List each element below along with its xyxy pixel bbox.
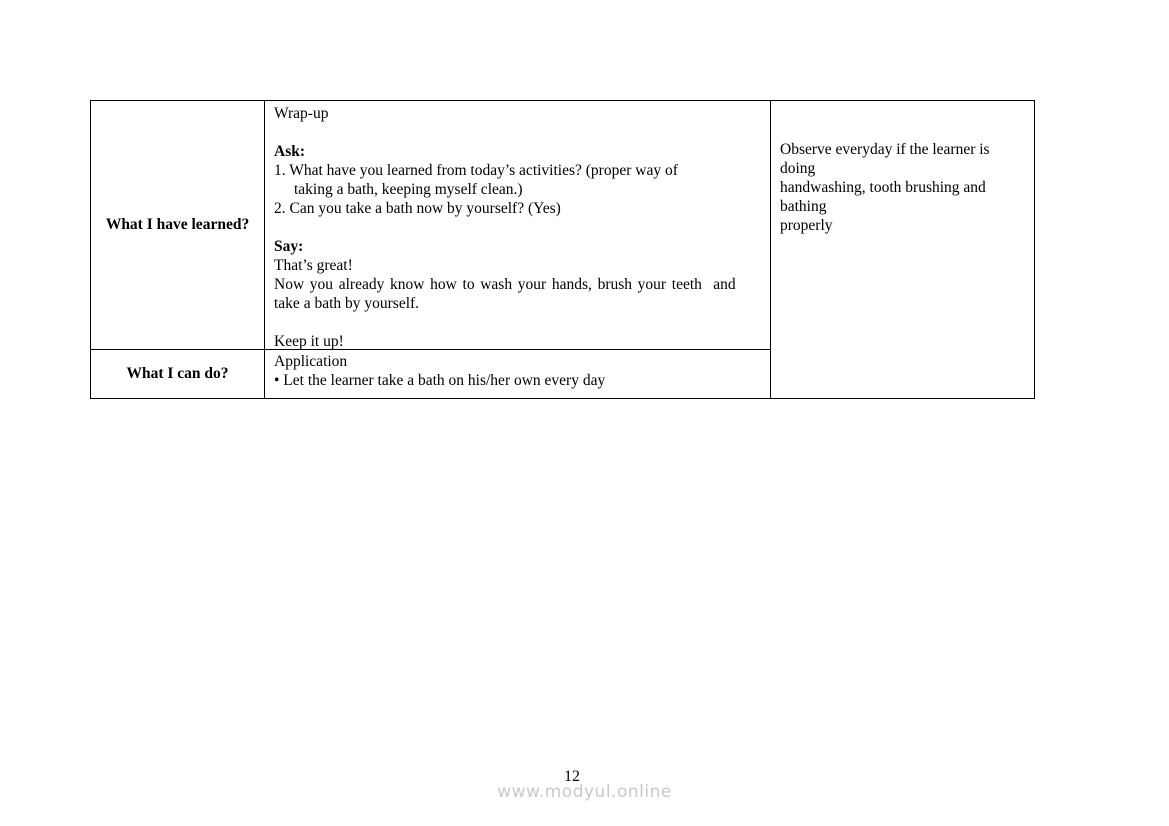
application-bullet: • Let the learner take a bath on his/her own every day — [274, 372, 606, 389]
ask-heading: Ask: — [274, 143, 306, 160]
row-header-what-i-can-do — [91, 350, 265, 398]
wrap-up-content-cell — [265, 101, 771, 350]
blank-line — [274, 218, 764, 237]
observation-notes-cell — [771, 101, 1034, 398]
lesson-plan-table — [90, 100, 1035, 399]
notes-line-5: properly — [780, 217, 833, 234]
say-line-2: Now you already know how to wash your hands, brush your teeth and — [274, 276, 736, 293]
notes-line-3: handwashing, tooth brushing and — [780, 179, 986, 196]
application-heading: Application — [274, 353, 348, 370]
notes-line-2: doing — [780, 160, 816, 177]
ask-question-1: 1. What have you learned from today’s activities? (proper way of — [274, 162, 678, 179]
wrap-up-line: Wrap-up — [274, 105, 329, 122]
keep-it-up-line: Keep it up! — [274, 333, 344, 350]
watermark: www.modyul.online — [497, 782, 672, 802]
application-content-cell — [265, 350, 771, 398]
say-heading: Say: — [274, 238, 304, 255]
ask-question-2: 2. Can you take a bath now by yourself? (Yes) — [274, 200, 561, 217]
say-line-1: That’s great! — [274, 257, 353, 274]
blank-line — [274, 123, 764, 142]
say-line-3: take a bath by yourself. — [274, 295, 420, 312]
row1-label: What I have learned? — [105, 216, 250, 233]
row2-label: What I can do? — [126, 365, 229, 382]
page-number: 12 — [564, 768, 580, 785]
ask-question-1-continuation: taking a bath, keeping myself clean.) — [294, 181, 523, 198]
notes-line-4: bathing — [780, 198, 827, 215]
row-header-what-i-have-learned — [91, 101, 265, 350]
notes-line-1: Observe everyday if the learner is — [780, 141, 990, 158]
blank-line — [274, 313, 764, 332]
